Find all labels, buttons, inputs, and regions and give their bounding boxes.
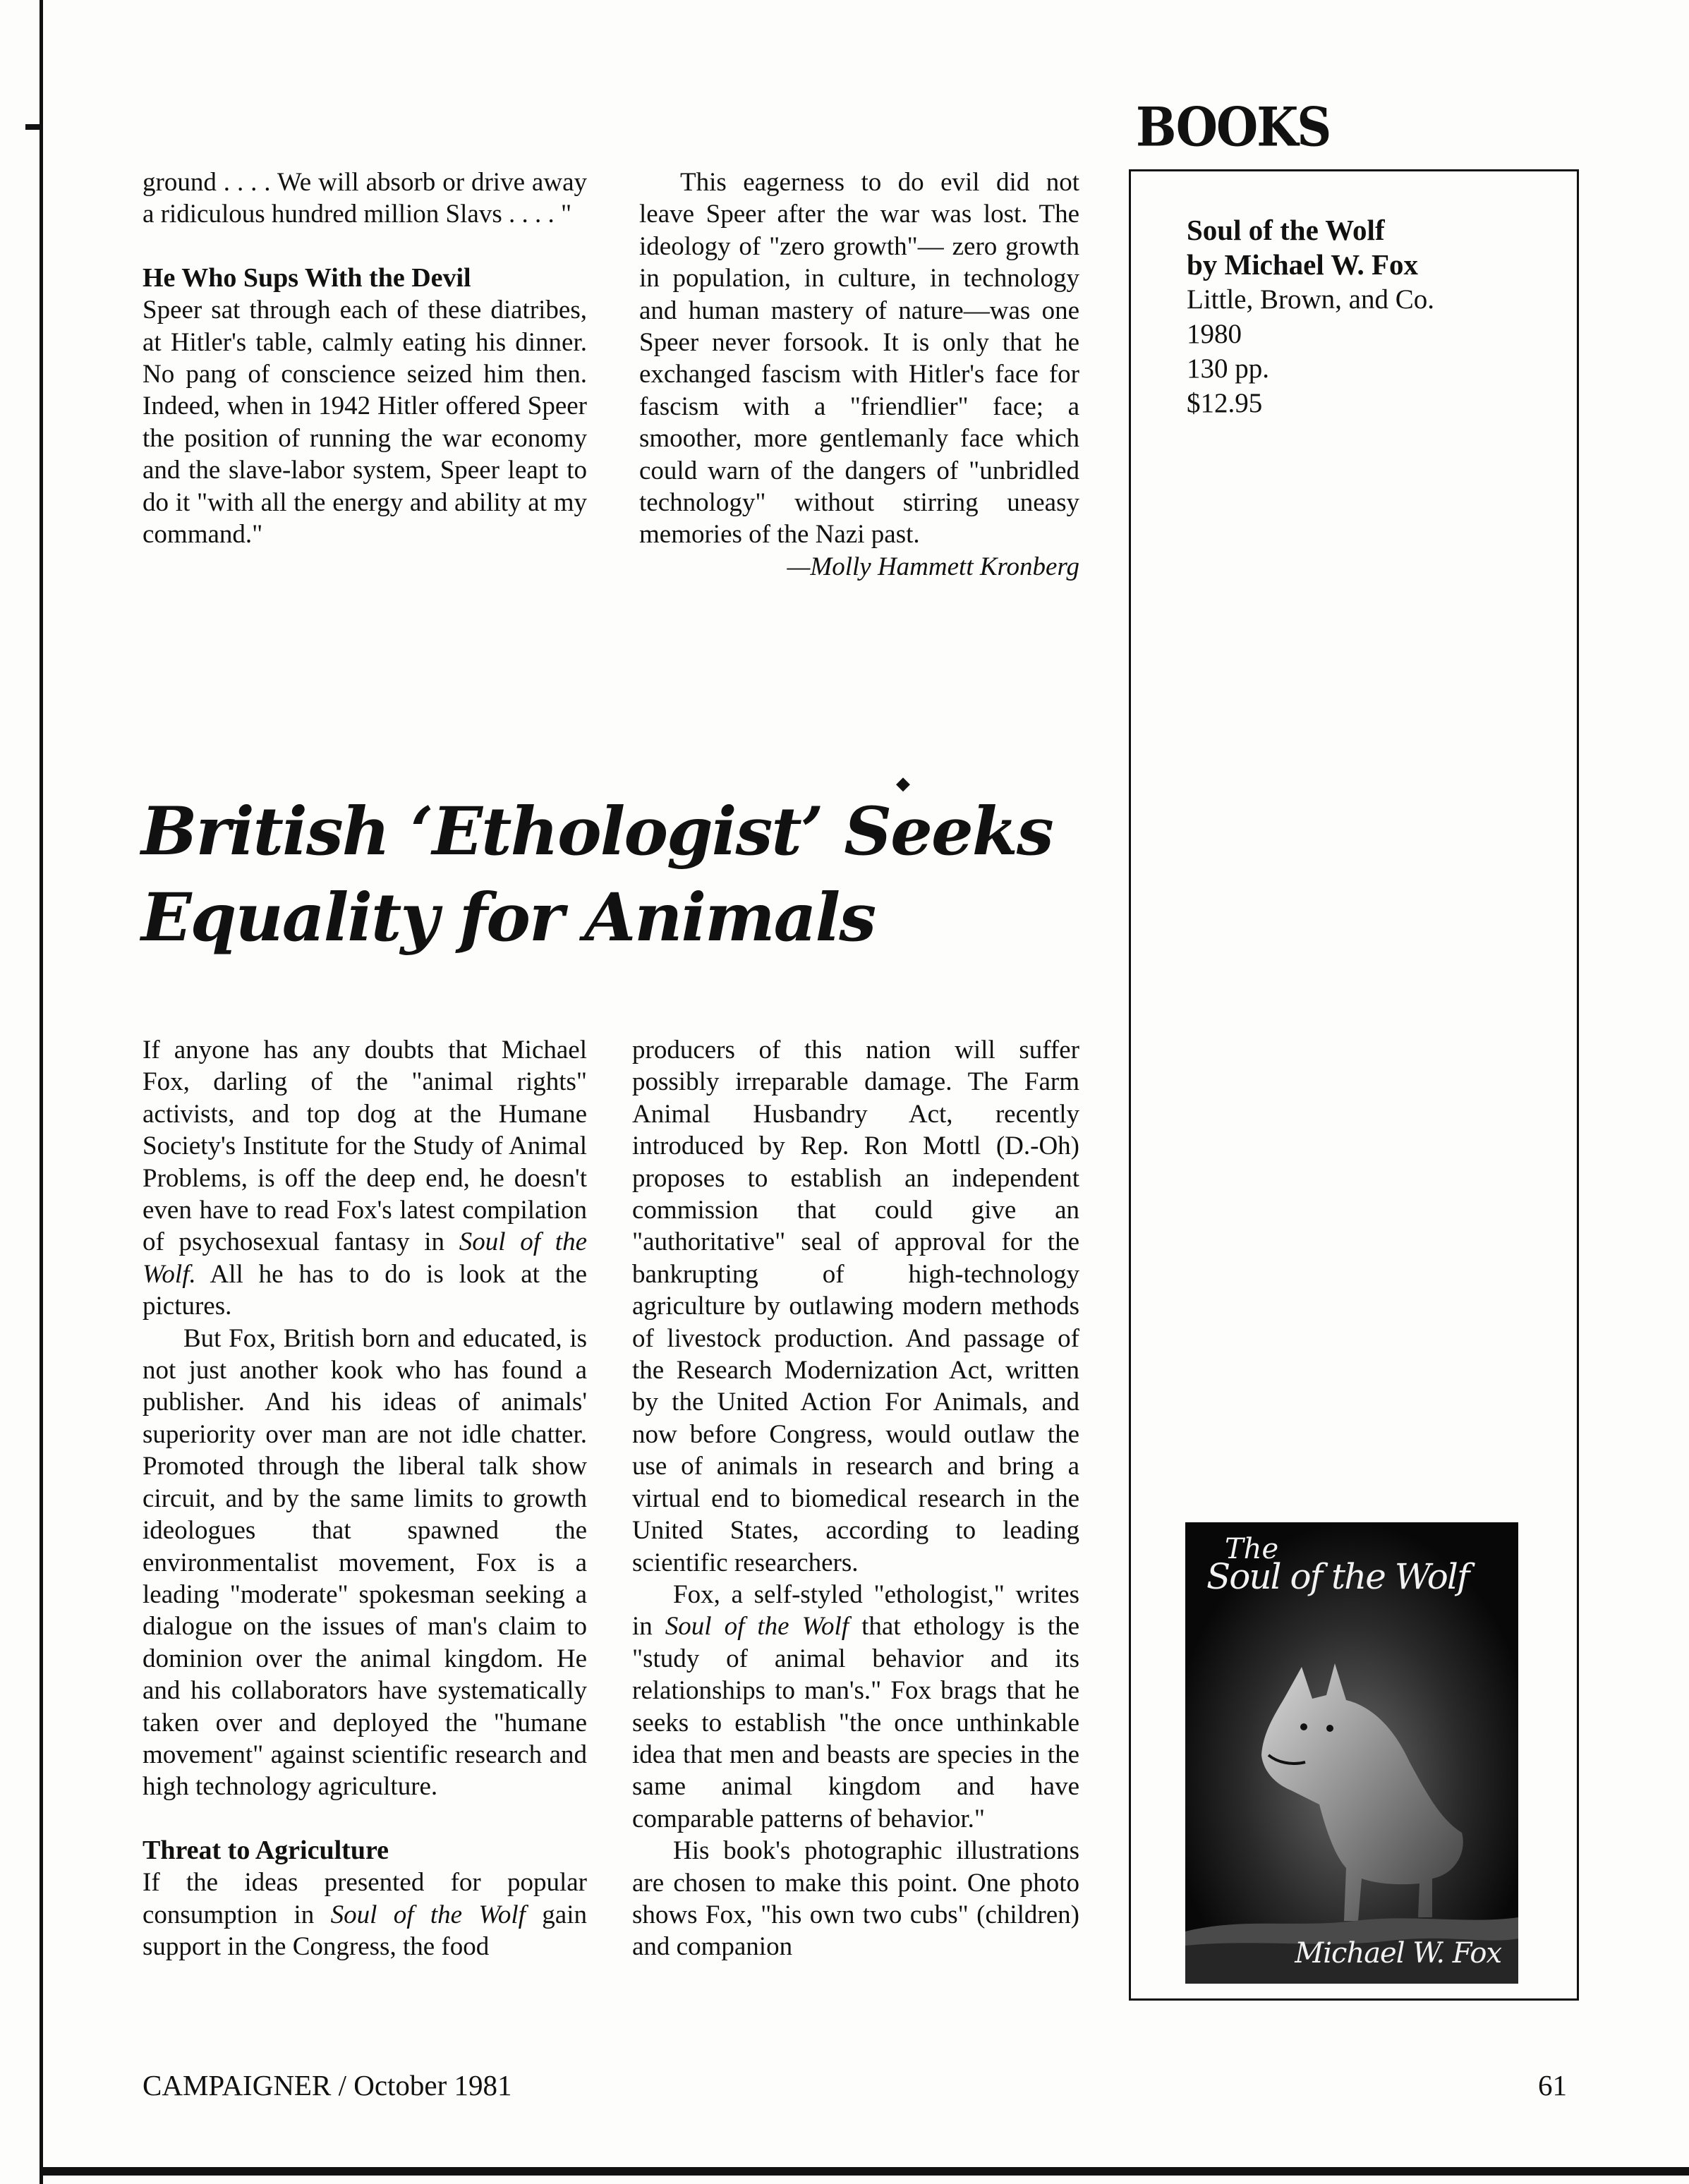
book-title-italic: Soul of the Wolf	[665, 1612, 849, 1642]
headline-line-1: British ‘Ethologist’ Seeks	[141, 793, 1053, 870]
book-cover-image	[1185, 1522, 1518, 1984]
top-article-column-2	[639, 166, 1079, 583]
page-number: 61	[1538, 2069, 1567, 2101]
book-price: $12.95	[1187, 388, 1263, 418]
cover-author: Michael W. Fox	[1295, 1937, 1501, 1970]
book-year: 1980	[1187, 319, 1242, 349]
page-binding-edge	[40, 0, 43, 2184]
article-column-1	[143, 1034, 587, 1962]
book-title-italic: Soul of the Wolf.	[143, 1227, 587, 1289]
top-article-column-1	[143, 166, 587, 550]
author-signature: —Molly Hammett Kronberg	[787, 552, 1079, 581]
ornament-mark: ◆	[896, 773, 910, 794]
article-paragraph: If the ideas presented for popular consumption in Soul of the Wolf gain support in the Congress, the food	[143, 1868, 587, 1961]
book-title-italic: Soul of the Wolf	[330, 1900, 526, 1929]
article-headline	[141, 789, 1115, 961]
article-column-2	[632, 1034, 1079, 1963]
article-paragraph: producers of this nation will suffer possibly irreparable damage. The Farm Animal Husbandry Act, recently introduced by Rep. Ron Mottl (D.-Oh) proposes to establish an independent commission that could give an "authoritative" seal of approval for the bankrupting of high-technology agriculture by outlawing modern methods of livestock production. And passage of the Research Modernization Act, written by the United Action For Animals, and now before Congress, would outlaw the use of animals in research and bring a virtual end to biomedical research in the United States, according to leading scientific researchers.	[632, 1036, 1079, 1577]
subheading: Threat to Agriculture	[143, 1835, 389, 1865]
book-publisher: Little, Brown, and Co.	[1187, 284, 1434, 315]
top-article-paragraph: This eagerness to do evil did not leave Speer after the war was lost. The ideology of "zero growth"— zero growth in population, in culture, in technology and human mastery of nature—was one Speer never forsook. It is only that he exchanged fascism with Hitler's face for fascism with a "friendlier" face; a smoother, more gentlemanly face which could warn of the dangers of "unbridled technology" without stirring uneasy memories of the Nazi past.	[639, 168, 1079, 550]
binding-mark	[25, 124, 41, 130]
top-article-paragraph: Speer sat through each of these diatribes, at Hitler's table, calmly eating his dinner. No pang of conscience seized him then. Indeed, when in 1942 Hitler offered Speer the position of running the war economy and the slave-labor system, Speer leapt to do it "with all the energy and ability at my command."	[143, 296, 587, 550]
top-article-paragraph: ground . . . . We will absorb or drive away a ridiculous hundred million Slavs . . . . "	[143, 168, 587, 229]
article-paragraph: But Fox, British born and educated, is not just another kook who has found a publisher. And his ideas of animals' superiority over man are not idle chatter. Promoted through the liberal talk show circuit, and by the same limits to growth ideologues that spawned the environmentalist movement, Fox is a leading "moderate" spokesman seeking a dialogue on the issues of man's claim to dominion over the animal kingdom. He and his collaborators have systematically taken over and deployed the "humane movement" against scientific research and high technology agriculture.	[143, 1323, 587, 1802]
article-paragraph: Fox, a self-styled "ethologist," writes in Soul of the Wolf that ethology is the "study of animal behavior and its relationships to man's." Fox brags that he seeks to establish "the once unthinkable idea that men and beasts are species in the same animal kingdom and have comparable patterns of behavior."	[632, 1579, 1079, 1833]
book-pages: 130 pp.	[1187, 353, 1269, 384]
cover-title-main: Soul of the Wolf	[1206, 1556, 1469, 1597]
section-label: BOOKS	[1136, 96, 1331, 159]
footer-publication: CAMPAIGNER / October 1981	[143, 2069, 512, 2101]
book-author: by Michael W. Fox	[1187, 248, 1419, 281]
cover-title-the: The	[1225, 1533, 1279, 1565]
book-title: Soul of the Wolf	[1187, 214, 1385, 246]
cover-title	[1206, 1533, 1469, 1597]
headline-line-2: Equality for Animals	[141, 879, 876, 957]
article-paragraph: If anyone has any doubts that Michael Fox, darling of the "animal rights" activists, and top dog at the Humane Society's Institute for the Study of Animal Problems, is off the deep end, he doesn't even have to read Fox's latest compilation of psychosexual fantasy in Soul of the Wolf. All he has to do is look at the pictures.	[143, 1036, 587, 1321]
book-details	[1187, 213, 1568, 420]
bottom-rule	[40, 2167, 1689, 2176]
article-paragraph: His book's photographic illustrations are chosen to make this point. One photo shows Fox, "his own two cubs" (children) and companion	[632, 1836, 1079, 1962]
subheading: He Who Sups With the Devil	[143, 262, 471, 293]
